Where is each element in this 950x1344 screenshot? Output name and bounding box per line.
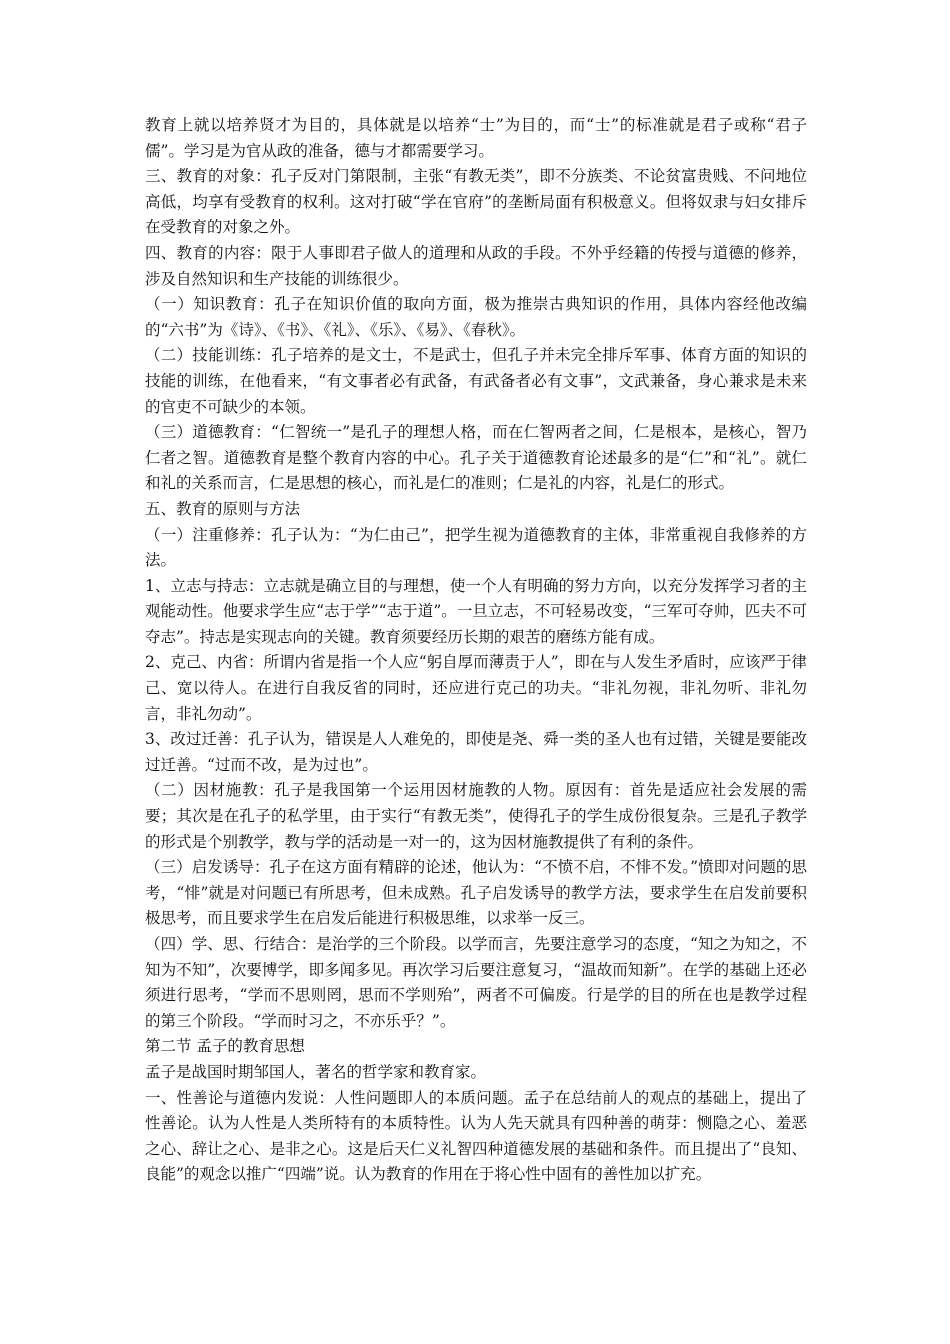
paragraph-11: 3、改过迁善：孔子认为，错误是人人难免的，即使是尧、舜一类的圣人也有过错，关键是要能改过迁善。“过而不改，是为过也”。 [145, 730, 807, 774]
document-body [145, 113, 807, 1188]
paragraph-5: （二）技能训练：孔子培养的是文士，不是武士，但孔子并未完全排斥军事、体育方面的知识的技能的训练，在他看来，“有文事者必有武备，有武备者必有文事”，文武兼备，身心兼求是未来的官吏不可缺少的本领。 [145, 346, 807, 416]
section-heading: 五、教育的原则与方法 [145, 499, 301, 518]
paragraph-1: 教育上就以培养贤才为目的，具体就是以培养“士”为目的，而“士”的标准就是君子或称“君子儒”。学习是为官从政的准备，德与才都需要学习。 [145, 116, 807, 160]
paragraph-14: （四）学、思、行结合：是治学的三个阶段。以学而言，先要注意学习的态度，“知之为知之，不知为不知”，次要博学，即多闻多见。再次学习后要注意复习，“温故而知新”。在学的基础上还必须进行思考，“学而不思则罔，思而不学则殆”，两者不可偏废。行是学的目的所在也是教学过程的第三个阶段。“学而时习之，不亦乐乎？”。 [145, 935, 807, 1030]
paragraph-3: 四、教育的内容：限于人事即君子做人的道理和从政的手段。不外乎经籍的传授与道德的修养，涉及自然知识和生产技能的训练很少。 [145, 243, 807, 288]
paragraph-13: （三）启发诱导：孔子在这方面有精辟的论述，他认为：“不愤不启，不悱不发。”愤即对问题的思考，“悱”就是对问题已有所思考，但未成熟。孔子启发诱导的教学方法，要求学生在启发前要积极思考，而且要求学生在启发后能进行积极思维，以求举一反三。 [145, 858, 807, 928]
paragraph-2: 三、教育的对象：孔子反对门第限制，主张“有教无类”，即不分族类、不论贫富贵贱、不问地位高低，均享有受教育的权利。这对打破“学在官府”的垄断局面有积极意义。但将奴隶与妇女排斥在受教育的对象之外。 [145, 167, 807, 237]
paragraph-16: 孟子是战国时期邹国人，著名的哲学家和教育家。 [145, 1062, 487, 1081]
chapter-section-title: 第二节 孟子的教育思想 [145, 1037, 305, 1056]
paragraph-12: （二）因材施教：孔子是我国第一个运用因材施教的人物。原因有：首先是适应社会发展的需要；其次是在孔子的私学里，由于实行“有教无类”，使得孔子的学生成份很复杂。三是孔子教学的形式是个别教学，教与学的活动是一对一的，这为因材施教提供了有利的条件。 [145, 781, 807, 851]
paragraph-17: 一、性善论与道德内发说：人性问题即人的本质问题。孟子在总结前人的观点的基础上，提出了性善论。认为人性是人类所特有的本质特性。认为人先天就具有四种善的萌芽：恻隐之心、羞恶之心、辞让之心、是非之心。这是后天仁义礼智四种道德发展的基础和条件。而且提出了“良知、良能”的观念以推广“四端”说。认为教育的作用在于将心性中固有的善性加以扩充。 [145, 1088, 807, 1184]
paragraph-4: （一）知识教育：孔子在知识价值的取向方面，极为推崇古典知识的作用，具体内容经他改编的“六书”为《诗》、《书》、《礼》、《乐》、《易》、《春秋》。 [145, 295, 807, 339]
paragraph-9: 1、立志与持志：立志就是确立目的与理想，使一个人有明确的努力方向，以充分发挥学习者的主观能动性。他要求学生应“志于学”“志于道”。一旦立志，不可轻易改变，“三军可夺帅，匹夫不可夺志”。持志是实现志向的关键。教育须要经历长期的艰苦的磨练方能有成。 [145, 576, 807, 646]
paragraph-6: （三）道德教育：“仁智统一”是孔子的理想人格，而在仁智两者之间，仁是根本，是核心，智乃仁者之智。道德教育是整个教育内容的中心。孔子关于道德教育论述最多的是“仁”和“礼”。就仁和礼的关系而言，仁是思想的核心，而礼是仁的准则；仁是礼的内容，礼是仁的形式。 [145, 423, 807, 493]
paragraph-10: 2、克己、内省：所谓内省是指一个人应“躬自厚而薄责于人”，即在与人发生矛盾时，应该严于律己、宽以待人。在进行自我反省的同时，还应进行克己的功夫。“非礼勿视，非礼勿听、非礼勿言，非礼勿动”。 [145, 653, 807, 723]
paragraph-8: （一）注重修养：孔子认为：“为仁由己”，把学生视为道德教育的主体，非常重视自我修养的方法。 [145, 525, 807, 570]
